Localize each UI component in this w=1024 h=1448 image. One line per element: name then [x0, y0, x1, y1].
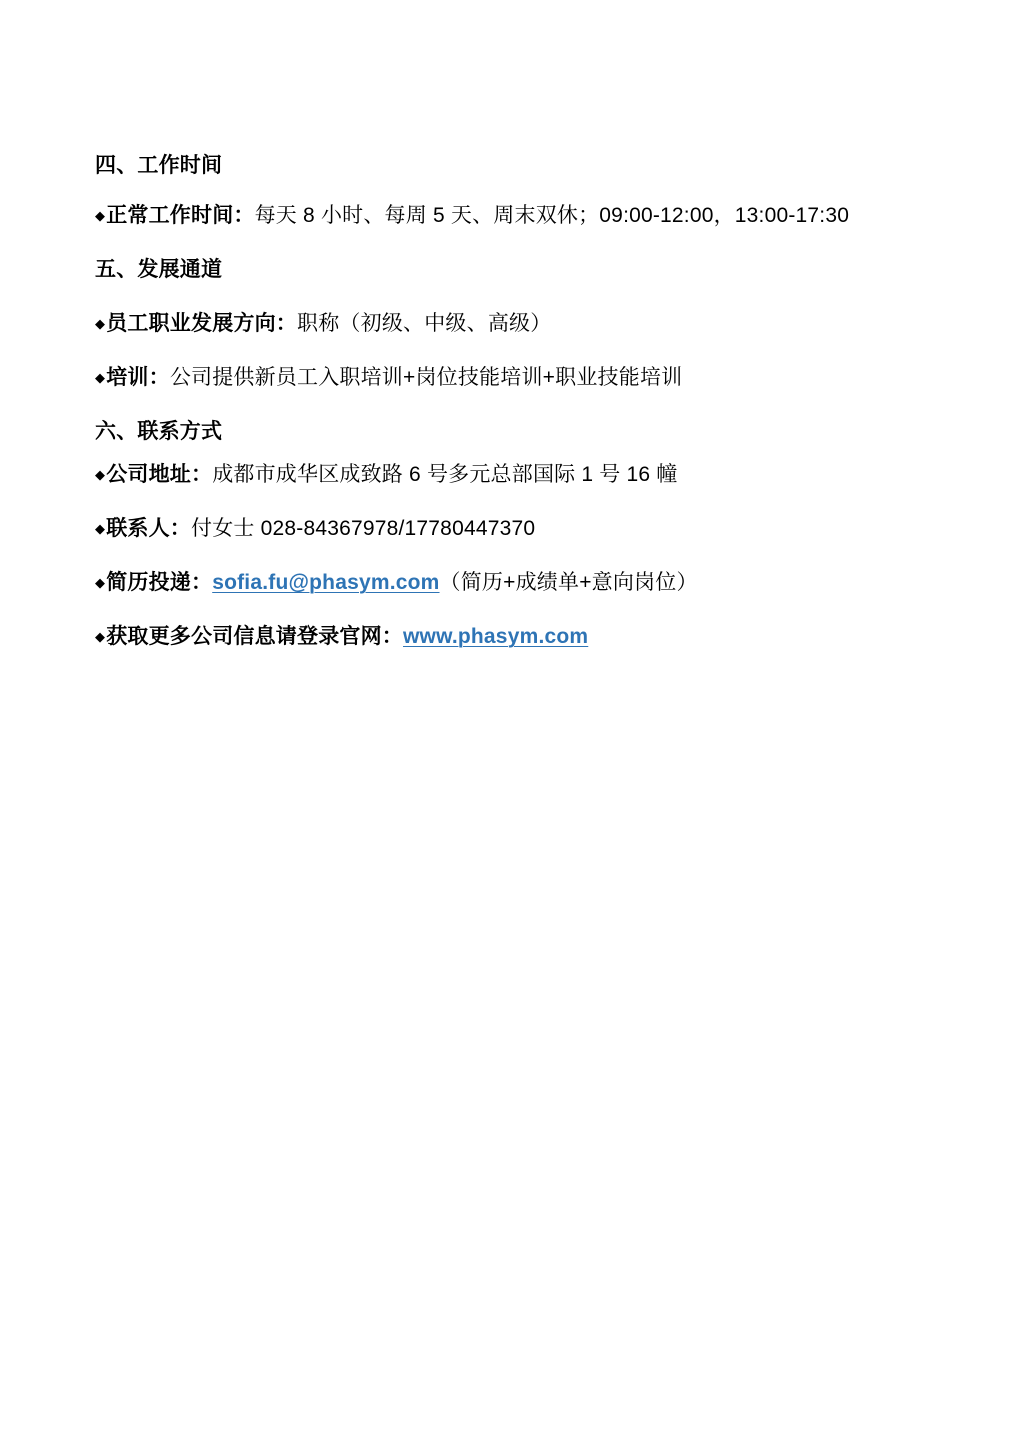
- section-heading-work-hours: 四、工作时间: [95, 154, 223, 177]
- contact-person-value: 付女士 028-84367978/17780447370: [191, 517, 536, 540]
- work-time-value: 每天 8 小时、每周 5 天、周末双休；09:00-12:00，13:00-17:30: [254, 204, 850, 227]
- diamond-bullet-icon: ◆: [95, 208, 106, 223]
- item-career-path: [95, 311, 929, 337]
- section-heading-development: 五、发展通道: [95, 258, 223, 281]
- training-value: 公司提供新员工入职培训+岗位技能培训+职业技能培训: [169, 366, 683, 389]
- company-address-value: 成都市成华区成致路 6 号多元总部国际 1 号 16 幢: [212, 463, 678, 486]
- section-heading-contact: 六、联系方式: [95, 420, 223, 443]
- official-website-label: 获取更多公司信息请登录官网：: [106, 625, 404, 648]
- item-resume-delivery: [95, 570, 929, 596]
- career-path-label: 员工职业发展方向：: [106, 312, 298, 335]
- company-address-label: 公司地址：: [106, 463, 213, 486]
- item-official-website: [95, 624, 929, 650]
- contact-person-label: 联系人：: [106, 517, 192, 540]
- diamond-bullet-icon: ◆: [95, 370, 106, 385]
- diamond-bullet-icon: ◆: [95, 629, 106, 644]
- item-normal-work-time: [95, 203, 929, 229]
- resume-delivery-suffix: （简历+成绩单+意向岗位）: [439, 571, 698, 594]
- website-link[interactable]: www.phasym.com: [403, 625, 589, 648]
- diamond-bullet-icon: ◆: [95, 467, 106, 482]
- diamond-bullet-icon: ◆: [95, 521, 106, 536]
- resume-email-link[interactable]: sofia.fu@phasym.com: [212, 571, 440, 594]
- resume-delivery-label: 简历投递：: [106, 571, 213, 594]
- work-time-label: 正常工作时间：: [106, 204, 255, 227]
- item-training: [95, 365, 929, 391]
- diamond-bullet-icon: ◆: [95, 316, 106, 331]
- training-label: 培训：: [106, 366, 170, 389]
- item-company-address: [95, 462, 929, 488]
- diamond-bullet-icon: ◆: [95, 575, 106, 590]
- career-path-value: 职称（初级、中级、高级）: [297, 312, 552, 335]
- item-contact-person: [95, 516, 929, 542]
